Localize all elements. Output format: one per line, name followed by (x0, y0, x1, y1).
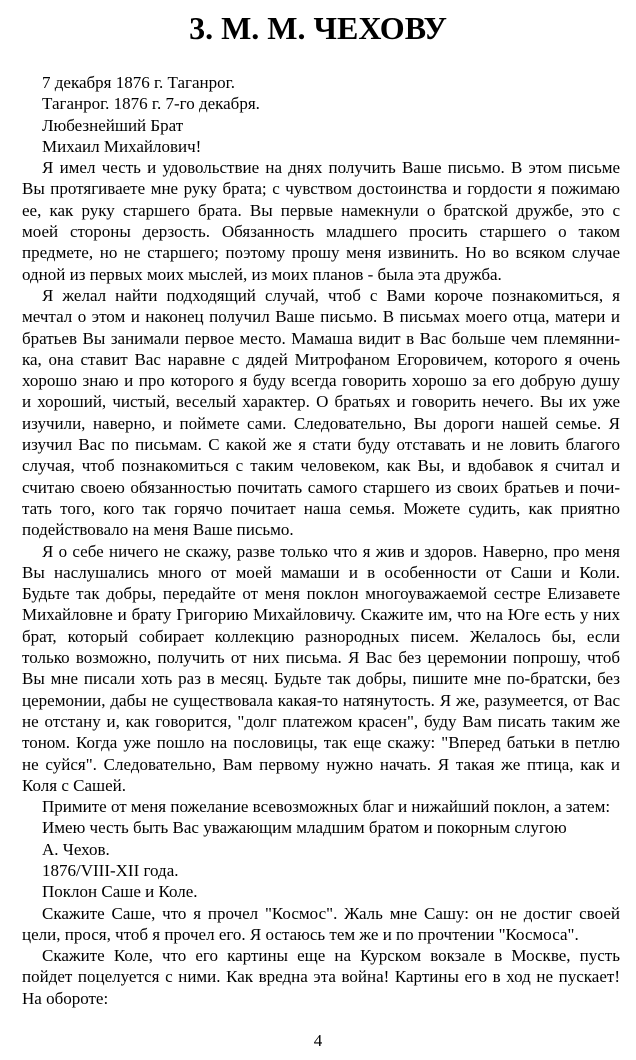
text-line: подействовало на меня Ваше письмо. (22, 520, 294, 540)
text-line: не суйся". Следовательно, Вам первому нужно начать. Я такая же птица, как и (22, 754, 620, 774)
body-paragraph (22, 541, 620, 797)
text-line: Михайловне и брату Григорию Михайловичу. Скажите им, что на Юге есть у них (22, 605, 620, 625)
text-line: одной из первых моих мыслей, из моих планов - была эта дружба. (22, 264, 502, 284)
body-paragraph (22, 157, 620, 285)
text-line: церемонии, дабы не существовала какая-то натянутость. Я же, разумеется, от Вас (22, 690, 620, 710)
text-line: предмете, но не старшего; поэтому прошу меня извинить. Но во всяком случае (22, 243, 620, 263)
text-line: Вы мне писали хоть раз в месяц. Будьте так добры, пишите мне по-братски, без (22, 669, 620, 689)
salutation-line: Любезнейший Брат (42, 115, 184, 135)
closing-line: Имею честь быть Вас уважающим младшим братом и покорным слугою (42, 818, 567, 838)
page-title: 3. М. М. ЧЕХОВУ (189, 10, 447, 46)
text-line: только возможно, получить от них письма. Я Вас без церемонии попрошу, чтоб (22, 648, 620, 668)
closing-wish: Примите от меня пожелание всевозможных благ и нижайший поклон, а затем: (42, 797, 611, 817)
reverse-note: На обороте: (22, 988, 109, 1008)
text-line: братьев Вы занимали первое место. Мамаша видит в Вас больше чем племянни- (22, 328, 620, 348)
signature: А. Чехов. (42, 839, 110, 859)
text-line: мечтал о этом и наконец получил Ваше письмо. В письмах моего отца, матери и (22, 307, 620, 327)
text-line: тоном. Когда уже пошло на пословицы, так еще скажу: "Вперед батьки в петлю (22, 733, 620, 753)
text-line: тать того, кого так горячо почитает наша семья. Можете судить, как приятно (22, 498, 620, 518)
text-line: Вы протягиваете мне руку брата; с чувством достоинства и гордости я пожимаю (22, 179, 620, 199)
date-line: Таганрог. 1876 г. 7-го декабря. (42, 94, 260, 114)
postscript (22, 881, 620, 902)
letter-text (22, 72, 620, 1009)
text-line: Коля с Сашей. (22, 775, 126, 795)
text-line: случая, чтоб познакомиться с таким человеком, как Вы, и вдобавок я считал и (22, 456, 620, 476)
text-line: ка, она ставит Вас наравне с дядей Митрофаном Егоровичем, которого я очень (22, 349, 620, 369)
body-paragraph (22, 285, 620, 541)
text-line: считаю своею обязанностью почитать самого старшего из своих братьев и почи- (22, 477, 620, 497)
text-line: Я о себе ничего не скажу, разве только что я жив и здоров. Наверно, про меня (42, 541, 620, 561)
text-line: изучили, наверно, и поймете сами. Следовательно, Вы дороги нашей семье. Я (22, 413, 620, 433)
postscript (22, 903, 620, 946)
page-number: 4 (313, 1031, 323, 1050)
text-line: не отстану и, как говорится, "долг платежом красен", буду Вам писать таким же (22, 711, 620, 731)
text-line: хорошо знаю и про которого я буду всегда говорить хорошо за его добрую душу (22, 371, 620, 391)
text-line: пойдет поцелуется с ними. Как вредна эта война! Картины его в ход не пускает! (22, 967, 620, 987)
text-line: Я имел честь и удовольствие на днях получить Ваше письмо. В этом письме (42, 158, 620, 178)
text-line: моей стороны дерзость. Обязанность младшего просить старшего о таком (22, 222, 620, 242)
text-line: и хороший, чистый, веселый характер. О братьях и говорить нечего. Вы их уже (22, 392, 620, 412)
text-line: Скажите Коле, что его картины еще на Курском вокзале в Москве, пусть (42, 946, 620, 966)
text-line: ее, как руку старшего брата. Вы первые намекнули о братской дружбе, это с (22, 200, 620, 220)
text-line: изучил Вас по письмам. С какой же я стати буду отставать и не ловить благого (22, 435, 620, 455)
text-line: Вы наслушались много от моей мамаши и в особенности от Саши и Коли. (22, 562, 620, 582)
postscript (22, 945, 620, 988)
salutation-line: Михаил Михайлович! (42, 136, 202, 156)
text-line: Поклон Саше и Коле. (42, 882, 198, 902)
date-line: 7 декабря 1876 г. Таганрог. (42, 73, 235, 92)
text-line: цели, прося, чтоб я прочел его. Я остаюсь тем же и по прочтении "Космоса". (22, 924, 579, 944)
text-line: Скажите Саше, что я прочел "Космос". Жаль мне Сашу: он не достиг своей (42, 903, 620, 923)
text-line: Я желал найти подходящий случай, чтоб с Вами короче познакомиться, я (42, 285, 620, 305)
text-line: Будьте так добры, передайте от меня поклон многоуважаемой сестре Елизавете (22, 584, 620, 604)
signature-date: 1876/VIII-XII года. (42, 860, 179, 880)
text-line: брат, который собирает коллекцию разнородных писем. Желалось бы, если (22, 626, 620, 646)
